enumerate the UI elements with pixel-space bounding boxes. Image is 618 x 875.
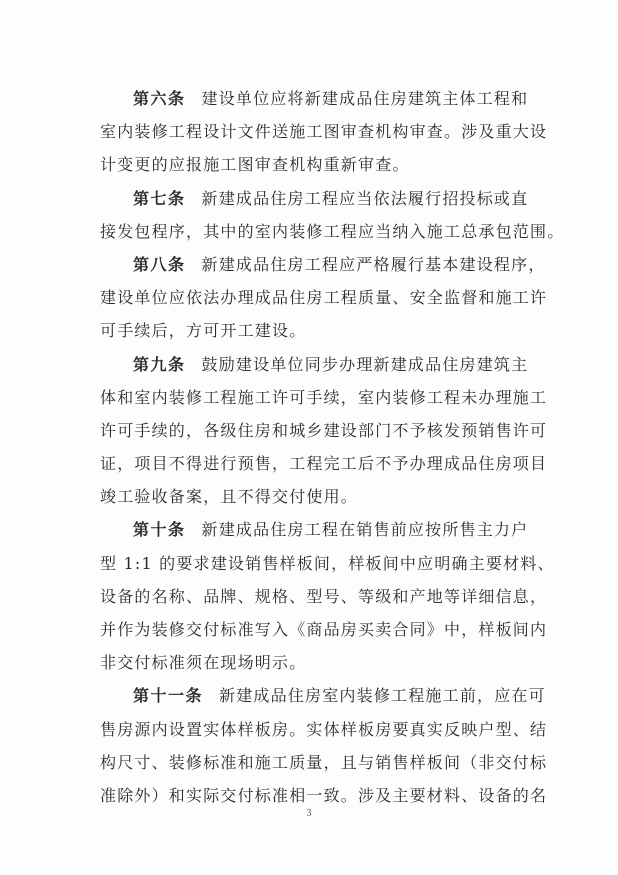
article-text-line: 准除外）和实际交付标准相一致。涉及主要材料、设备的名 (100, 785, 548, 805)
article-text-line: 并作为装修交付标准写入《商品房买卖合同》中，样板间内 (100, 620, 548, 639)
article-heading: 第六条 (133, 89, 186, 108)
article-text-line: 接发包程序，其中的室内装修工程应当纳入施工总承包范围。 (100, 221, 565, 241)
article-9 (100, 348, 548, 514)
article-first-line (100, 248, 546, 281)
page-number: 3 (306, 808, 312, 819)
article-text-line: 售房源内设置实体样板房。实体样板房要真实反映户型、结 (100, 719, 548, 739)
article-text-line: 许可手续的，各级住房和城乡建设部门不予核发预销售许可 (100, 420, 548, 440)
article-heading: 第十一条 (133, 686, 204, 706)
article-first-line (100, 679, 546, 712)
article-text-line: 非交付标准须在现场明示。 (100, 653, 307, 673)
article-text: 新建成品住房室内装修工程施工前，应在可 (219, 686, 546, 706)
article-10 (100, 513, 555, 679)
article-text-line: 竣工验收备案，且不得交付使用。 (100, 487, 359, 507)
article-text: 鼓励建设单位同步办理新建成品住房建筑主 (201, 354, 529, 374)
article-first-line (100, 348, 540, 381)
article-8 (100, 248, 548, 348)
article-first-line (100, 82, 540, 115)
article-heading: 第九条 (133, 354, 186, 374)
article-heading: 第七条 (133, 188, 186, 208)
article-text: 新建成品住房工程应严格履行基本建设程序， (201, 254, 546, 274)
article-text: 建设单位应将新建成品住房建筑主体工程和 (201, 89, 529, 108)
document-body (100, 82, 565, 812)
article-7 (100, 182, 565, 248)
article-heading: 第十条 (133, 520, 186, 540)
article-6 (100, 82, 548, 182)
article-text-line: 计变更的应报施工图审查机构重新审查。 (100, 155, 410, 175)
article-heading: 第八条 (133, 254, 186, 274)
article-first-line (100, 182, 540, 215)
article-text-line: 可手续后，方可开工建设。 (100, 321, 307, 341)
article-text-line: 室内装修工程设计文件送施工图审查机构审查。涉及重大设 (100, 122, 548, 142)
article-text-line: 证，项目不得进行预售，工程完工后不予办理成品住房项目 (100, 454, 548, 474)
article-text-line: 构尺寸、装修标准和施工质量，且与销售样板间（非交付标 (100, 752, 548, 772)
article-text: 新建成品住房工程在销售前应按所售主力户 (201, 520, 529, 540)
article-11 (100, 679, 548, 812)
article-text-line: 建设单位应依法办理成品住房工程质量、安全监督和施工许 (100, 288, 548, 308)
article-text-line: 型 1:1 的要求建设销售样板间，样板间中应明确主要材料、 (100, 553, 555, 573)
article-text: 新建成品住房工程应当依法履行招投标或直 (201, 188, 529, 208)
article-first-line (100, 513, 540, 546)
article-text-line: 体和室内装修工程施工许可手续，室内装修工程未办理施工 (100, 387, 548, 407)
article-text-line: 设备的名称、品牌、规格、型号、等级和产地等详细信息， (100, 586, 548, 606)
